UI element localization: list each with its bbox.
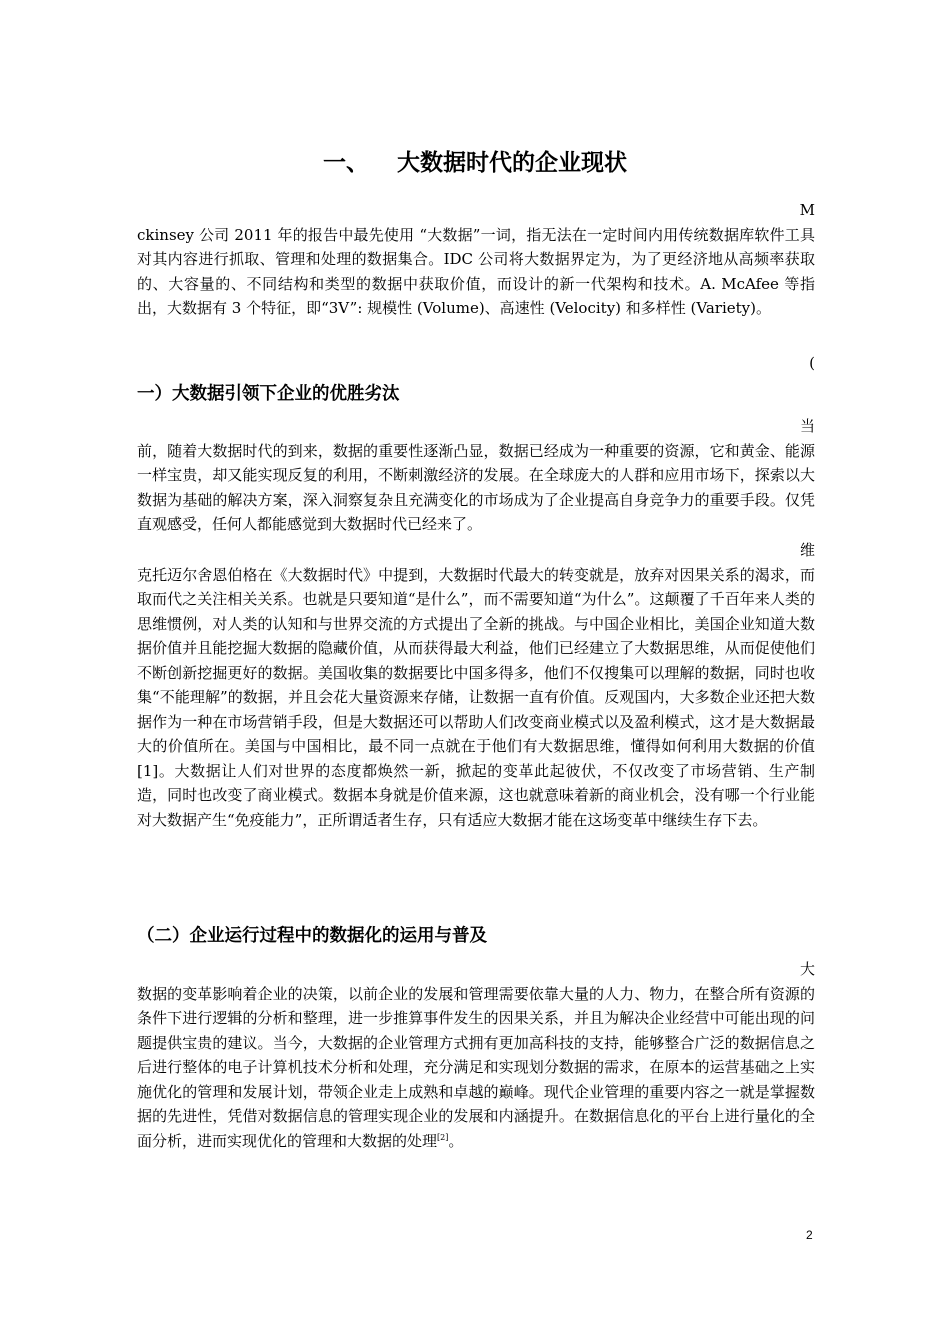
paragraph-text: 前，随着大数据时代的到来，数据的重要性逐渐凸显，数据已经成为一种重要的资源，它和黄金、能源一样宝贵，却又能实现反复的利用，不断刺激经济的发展。在全球庞大的人群和应用市场下，探索以大数据为基础的解决方案，深入洞察复杂且充满变化的市场成为了企业提高自身竞争力的重要手段。仅凭直观感受，任何人都能感觉到大数据时代已经来了。 (137, 441, 815, 533)
section-heading-2: （二）企业运行过程中的数据化的运用与普及 (137, 926, 487, 946)
paragraph-lead-char: M (799, 201, 815, 219)
chapter-number: 一、 (323, 150, 369, 176)
intro-paragraph (137, 198, 815, 321)
paragraph-text: 克托迈尔舍恩伯格在《大数据时代》中提到，大数据时代最大的转变就是，放弃对因果关系的渴求，而取而代之关注相关关系。也就是只要知道“是什么”，而不需要知道“为什么”。这颠覆了千百年来人类的思维惯例，对人类的认知和与世界交流的方式提出了全新的挑战。与中国企业相比，美国企业知道大数据价值并且能挖掘大数据的隐藏价值，从而获得最大利益，他们已经建立了大数据思维，从而促使他们不断创新挖掘更好的数据。美国收集的数据要比中国多得多，他们不仅搜集可以理解的数据，同时也收集“不能理解”的数据，并且会花大量资源来存储，让数据一直有价值。反观国内，大多数企业还把大数据作为一种在市场营销手段，但是大数据还可以帮助人们改变商业模式以及盈利模式，这才是大数据最大的价值所在。美国与中国相比，最不同一点就在于他们有大数据思维，懂得如何利用大数据的价值[1]。大数据让人们对世界的态度都焕然一新，掀起的变革此起彼伏，不仅改变了市场营销、生产制造，同时也改变了商业模式。数据本身就是价值来源，这也就意味着新的商业机会，没有哪一个行业能对大数据产生“免疫能力”，正所谓适者生存，只有适应大数据才能在这场变革中继续生存下去。 (137, 565, 815, 829)
paragraph-body: 数据的变革影响着企业的决策，以前企业的发展和管理需要依靠大量的人力、物力，在整合所有资源的条件下进行逻辑的分析和整理，进一步推算事件发生的因果关系，并且为解决企业经营中可能出现的问题提供宝贵的建议。当今，大数据的企业管理方式拥有更加高科技的支持，能够整合广泛的数据信息之后进行整体的电子计算机技术分析和处理，充分满足和实现划分数据的需求，在原本的运营基础之上实施优化的管理和发展计划，带领企业走上成熟和卓越的巅峰。现代企业管理的重要内容之一就是掌握数据的先进性，凭借对数据信息的管理实现企业的发展和内涵提升。在数据信息化的平台上进行量化的全面分析，进而实现优化的管理和大数据的处理 (137, 984, 815, 1150)
page-number: 2 (806, 1228, 813, 1242)
section-heading-1: 一）大数据引领下企业的优胜劣汰 (137, 384, 400, 404)
section2-paragraph-1 (137, 957, 815, 1153)
paragraph-lead-char: 当 (799, 417, 815, 435)
paragraph-text: ckinsey 公司 2011 年的报告中最先使用 “大数据”一词，指无法在一定时间内用传统数据库软件工具对其内容进行抓取、管理和处理的数据集合。IDC 公司将大数据界定为，为了更经济地从高频率获取的、大容量的、不同结构和类型的数据中获取价值，而设计的新一代架构和技术。A. McAfee 等指出，大数据有 3 个特征，即“3V”: 规模性 (Volume)、高速性 (Velocity) 和多样性 (Variety)。 (137, 225, 815, 317)
paragraph-text (137, 982, 815, 1154)
section1-paragraph-2 (137, 538, 815, 832)
chapter-title: 大数据时代的企业现状 (397, 150, 627, 176)
paragraph-tail: 。 (448, 1131, 464, 1150)
stray-bracket: ( (809, 354, 815, 372)
chapter-heading (0, 144, 950, 177)
paragraph-lead-char: 大 (799, 960, 815, 978)
paragraph-lead-char: 维 (799, 541, 815, 559)
section1-paragraph-1 (137, 414, 815, 537)
citation-ref[interactable]: [2] (437, 1132, 449, 1142)
